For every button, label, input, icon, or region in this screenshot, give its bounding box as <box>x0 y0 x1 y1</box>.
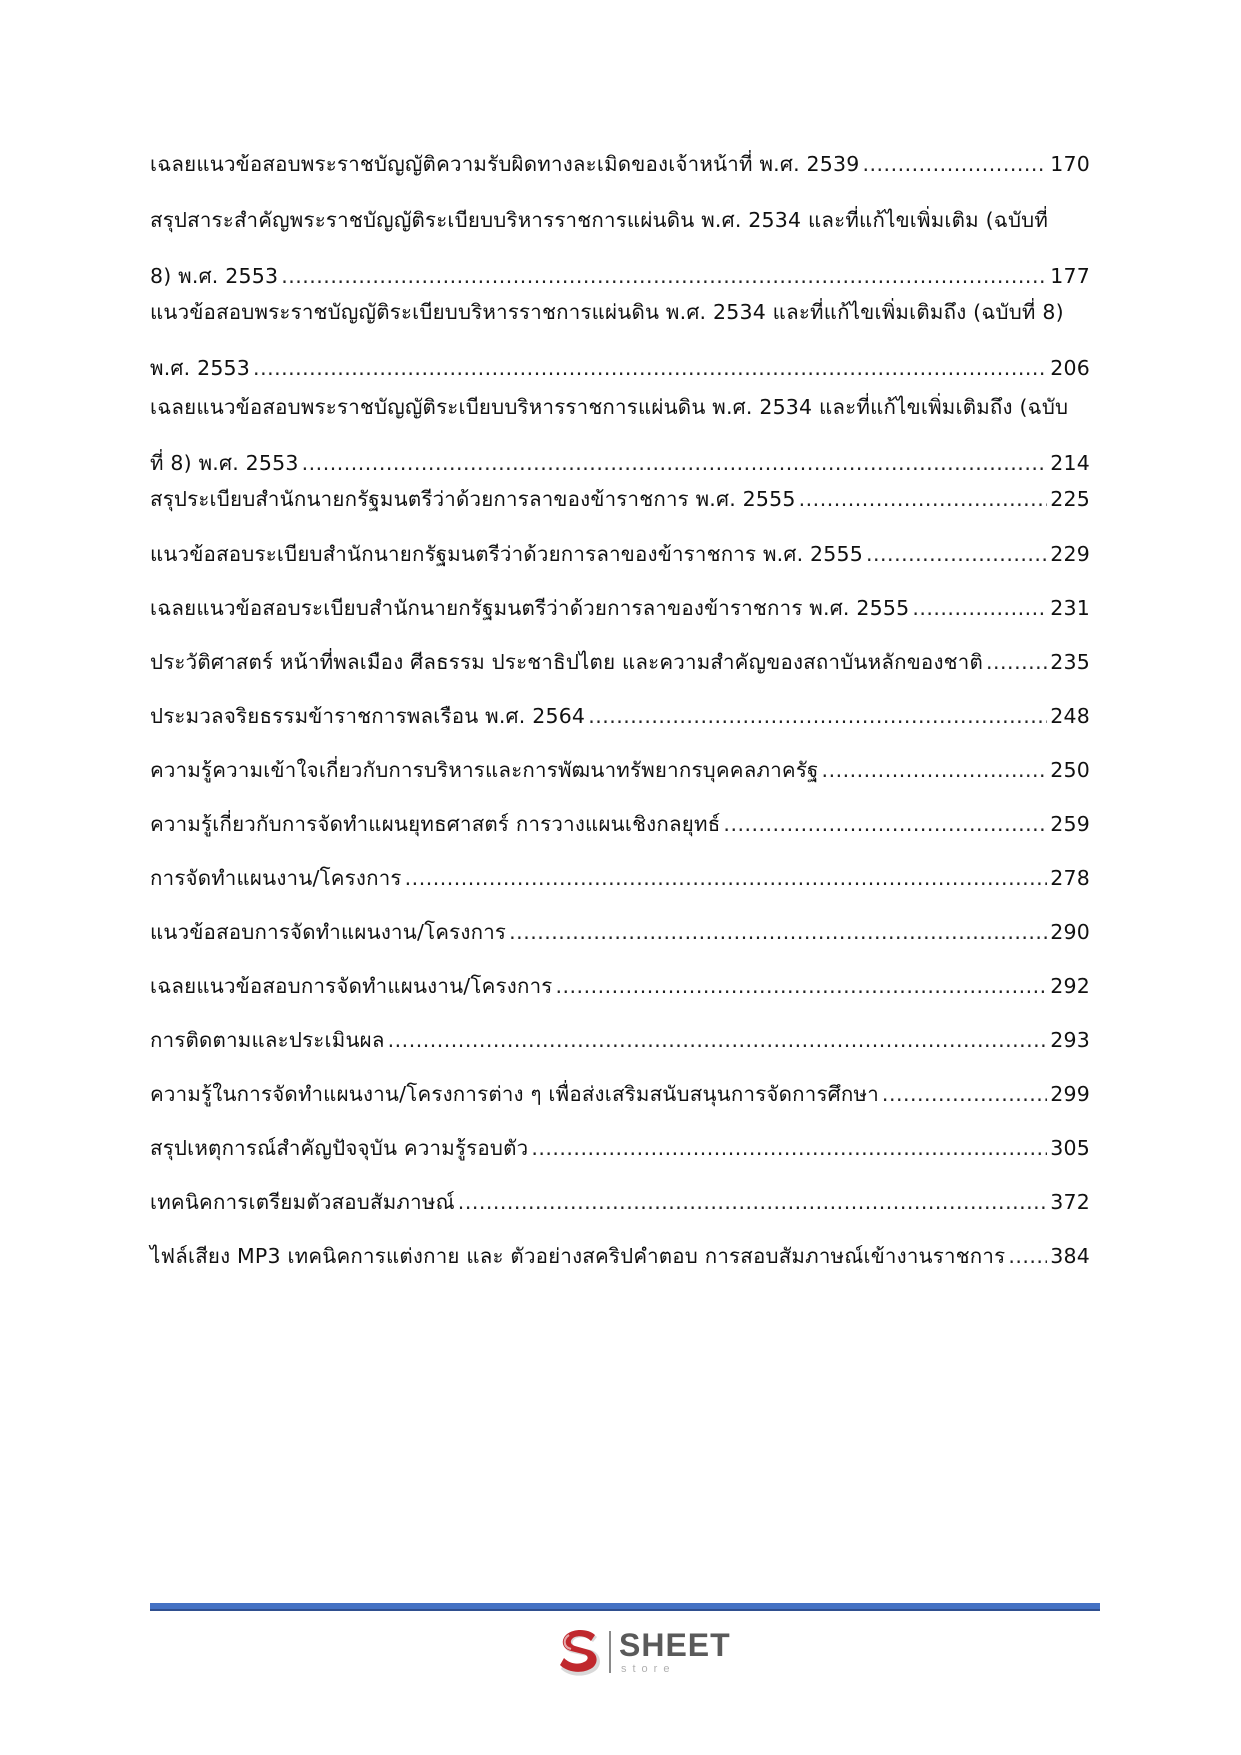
footer-rule <box>150 1603 1100 1611</box>
toc-entry[interactable] <box>150 1078 1090 1111</box>
toc-entry[interactable] <box>150 754 1090 787</box>
toc-entry-title: ความรู้ความเข้าใจเกี่ยวกับการบริหารและการพัฒนาทรัพยากรบุคคลภาครัฐ <box>150 758 819 782</box>
toc-dot-leader <box>281 264 1047 288</box>
toc-entry-title: เฉลยแนวข้อสอบการจัดทำแผนงาน/โครงการ <box>150 974 553 998</box>
toc-entry[interactable] <box>150 1024 1090 1057</box>
toc-page-number: 384 <box>1050 1244 1090 1268</box>
toc-dot-leader <box>912 596 1047 620</box>
toc-page-number: 305 <box>1050 1136 1090 1160</box>
toc-dot-leader <box>388 1028 1048 1052</box>
toc-entry[interactable] <box>150 1186 1090 1219</box>
toc-entry[interactable] <box>150 646 1090 679</box>
toc-page-number: 248 <box>1050 704 1090 728</box>
logo-separator <box>609 1631 611 1673</box>
toc-dot-leader <box>556 974 1048 998</box>
toc-dot-leader <box>822 758 1048 782</box>
toc-page-number: 206 <box>1050 356 1090 380</box>
toc-entry-title: สรุปเหตุการณ์สำคัญปัจจุบัน ความรู้รอบตัว <box>150 1136 529 1160</box>
toc-entry-title: เฉลยแนวข้อสอบระเบียบสำนักนายกรัฐมนตรีว่าด้วยการลาของข้าราชการ พ.ศ. 2555 <box>150 596 910 620</box>
toc-entry[interactable] <box>150 148 1090 181</box>
toc-entry-title: พ.ศ. 2553 <box>150 356 251 380</box>
toc-entry[interactable] <box>150 1132 1090 1165</box>
toc-dot-leader <box>405 866 1048 890</box>
toc-entry-title: แนวข้อสอบระเบียบสำนักนายกรัฐมนตรีว่าด้วยการลาของข้าราชการ พ.ศ. 2555 <box>150 542 863 566</box>
toc-entry-title: เทคนิคการเตรียมตัวสอบสัมภาษณ์ <box>150 1190 455 1214</box>
toc-entry-title: แนวข้อสอบการจัดทำแผนงาน/โครงการ <box>150 920 507 944</box>
toc-entry[interactable] <box>150 296 1090 385</box>
toc-page-number: 170 <box>1050 152 1090 176</box>
toc-dot-leader <box>986 650 1047 674</box>
toc-entry[interactable] <box>150 808 1090 841</box>
toc-dot-leader <box>531 1136 1047 1160</box>
toc-entry-title: เฉลยแนวข้อสอบพระราชบัญญัติความรับผิดทางละเมิดของเจ้าหน้าที่ พ.ศ. 2539 <box>150 152 860 176</box>
toc-page-number: 293 <box>1050 1028 1090 1052</box>
toc-dot-leader <box>588 704 1047 728</box>
toc-page-number: 372 <box>1050 1190 1090 1214</box>
toc-page-number: 225 <box>1050 487 1090 511</box>
toc-page-number: 292 <box>1050 974 1090 998</box>
toc-entry[interactable] <box>150 538 1090 571</box>
logo-brand-text: SHEET <box>619 1627 731 1663</box>
toc-entry-title: การติดตามและประเมินผล <box>150 1028 385 1052</box>
toc-page-number: 299 <box>1050 1082 1090 1106</box>
toc-entry-title: ประวัติศาสตร์ หน้าที่พลเมือง ศีลธรรม ประชาธิปไตย และความสำคัญของสถาบันหลักของชาติ <box>150 650 983 674</box>
toc-page-number: 231 <box>1050 596 1090 620</box>
toc-page-number: 259 <box>1050 812 1090 836</box>
toc-dot-leader <box>882 1082 1047 1106</box>
toc-page-number: 250 <box>1050 758 1090 782</box>
toc-page-number: 177 <box>1050 264 1090 288</box>
toc-entry-title: ความรู้ในการจัดทำแผนงาน/โครงการต่าง ๆ เพื่อส่งเสริมสนับสนุนการจัดการศึกษา <box>150 1082 879 1106</box>
toc-entry-title: ประมวลจริยธรรมข้าราชการพลเรือน พ.ศ. 2564 <box>150 704 586 728</box>
logo-sub-text: store <box>621 1663 676 1675</box>
toc-dot-leader <box>302 451 1048 475</box>
toc-dot-leader <box>509 920 1047 944</box>
toc-entry-title: ความรู้เกี่ยวกับการจัดทำแผนยุทธศาสตร์ การวางแผนเชิงกลยุทธ์ <box>150 812 721 836</box>
toc-page-number: 290 <box>1050 920 1090 944</box>
toc-entry[interactable] <box>150 483 1090 516</box>
toc-entry-title: ไฟล์เสียง MP3 เทคนิคการแต่งกาย และ ตัวอย่างสคริปคำตอบ การสอบสัมภาษณ์เข้างานราชการ <box>150 1244 1006 1268</box>
toc-entry[interactable] <box>150 204 1090 293</box>
toc-dot-leader <box>253 356 1047 380</box>
toc-dot-leader <box>799 487 1048 511</box>
toc-dot-leader <box>723 812 1047 836</box>
sheet-store-logo <box>553 1625 731 1681</box>
toc-dot-leader <box>1008 1244 1047 1268</box>
toc-entry-title: สรุประเบียบสำนักนายกรัฐมนตรีว่าด้วยการลาของข้าราชการ พ.ศ. 2555 <box>150 487 796 511</box>
toc-entry[interactable] <box>150 970 1090 1003</box>
toc-dot-leader <box>458 1190 1047 1214</box>
toc-dot-leader <box>866 542 1047 566</box>
toc-entry[interactable] <box>150 592 1090 625</box>
toc-entry-title: 8) พ.ศ. 2553 <box>150 264 279 288</box>
toc-entry[interactable] <box>150 862 1090 895</box>
toc-page-number: 278 <box>1050 866 1090 890</box>
toc-page-number: 235 <box>1050 650 1090 674</box>
toc-entry[interactable] <box>150 916 1090 949</box>
sheet-store-s-logo-icon <box>553 1625 609 1681</box>
toc-entry-title-line: เฉลยแนวข้อสอบพระราชบัญญัติระเบียบบริหารราชการแผ่นดิน พ.ศ. 2534 และที่แก้ไขเพิ่มเติมถึง (ฉบับ <box>150 395 1069 419</box>
toc-entry[interactable] <box>150 700 1090 733</box>
toc-entry-title: ที่ 8) พ.ศ. 2553 <box>150 451 299 475</box>
toc-entry-title-line: สรุปสาระสำคัญพระราชบัญญัติระเบียบบริหารราชการแผ่นดิน พ.ศ. 2534 และที่แก้ไขเพิ่มเติม (ฉบับที่ <box>150 208 1049 232</box>
toc-dot-leader <box>863 152 1048 176</box>
toc-page-number: 229 <box>1050 542 1090 566</box>
toc-entry[interactable] <box>150 391 1090 480</box>
toc-page-number: 214 <box>1050 451 1090 475</box>
toc-entry-title-line: แนวข้อสอบพระราชบัญญัติระเบียบบริหารราชการแผ่นดิน พ.ศ. 2534 และที่แก้ไขเพิ่มเติมถึง (ฉบับที่ 8) <box>150 300 1064 324</box>
toc-entry[interactable] <box>150 1240 1090 1273</box>
toc-entry-title: การจัดทำแผนงาน/โครงการ <box>150 866 402 890</box>
